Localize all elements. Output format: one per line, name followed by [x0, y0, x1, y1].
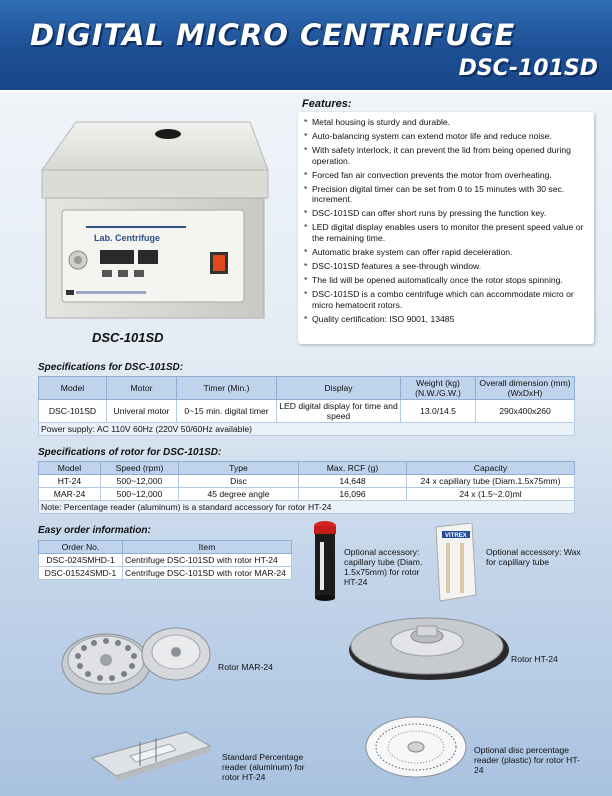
table-cell: DSC-101SD	[39, 400, 107, 423]
table-cell: 16,096	[299, 488, 407, 501]
table-cell: Disc	[179, 475, 299, 488]
feature-item: * LED digital display enables users to monitor the present speed value or the remaining time.	[304, 222, 584, 244]
table-cell: 14,648	[299, 475, 407, 488]
table-header-row	[39, 541, 292, 554]
table-cell: 290x400x260	[476, 400, 575, 423]
feature-item: * Quality certification: ISO 9001, 13485	[304, 313, 455, 324]
table-header: Overall dimension (mm) (WxDxH)	[476, 377, 575, 400]
table-header: Type	[179, 462, 299, 475]
table-cell: 24 x (1.5~2.0)ml	[407, 488, 575, 501]
feature-item: * Auto-balancing system can extend motor life and reduce noise.	[304, 130, 552, 141]
table-cell: MAR-24	[39, 488, 101, 501]
table-header: Speed (rpm)	[101, 462, 179, 475]
table-row	[39, 567, 292, 580]
table-note-row	[39, 423, 575, 436]
table-header: Max. RCF (g)	[299, 462, 407, 475]
feature-item: * DSC-101SD can offer short runs by pressing the function key.	[304, 208, 547, 219]
product-caption: DSC-101SD	[92, 330, 164, 345]
feature-item: * Precision digital timer can be set from 0 to 15 minutes with 30 sec. increment.	[304, 183, 565, 205]
rotor-specs-heading: Specifications of rotor for DSC-101SD:	[38, 447, 222, 458]
table-header-row	[39, 377, 575, 400]
panel-label: Lab. Centrifuge	[94, 233, 161, 243]
plastic-reader-caption: Optional disc percentage reader (plastic) for rotor HT-24	[474, 745, 581, 775]
table-header: Timer (Min.)	[177, 377, 277, 400]
table-cell: 24 x capillary tube (Diam.1.5x75mm)	[407, 475, 575, 488]
order-table	[38, 540, 292, 580]
table-row	[39, 488, 575, 501]
feature-item: * DSC-101SD features a see-through window.	[304, 260, 482, 271]
table-cell: Centrifuge DSC-101SD with rotor MAR-24	[123, 567, 292, 580]
rotor-ht-caption: Rotor HT-24	[511, 654, 558, 664]
table-header: Capacity	[407, 462, 575, 475]
table-cell: 0~15 min. digital timer	[177, 400, 277, 423]
aluminum-reader-image	[90, 722, 212, 782]
features-box	[298, 112, 594, 344]
table-header: Order No.	[39, 541, 123, 554]
feature-item: * DSC-101SD is a combo centrifuge which can accommodate micro or micro hematocrit rotors.	[304, 288, 574, 310]
table-cell: DSC-01524SMD-1	[39, 567, 123, 580]
rotor-ht-image	[343, 604, 511, 686]
table-row	[39, 400, 575, 423]
capillary-tube-caption: Optional accessory: capillary tube (Diam. 1.5x75mm) for rotor HT-24	[344, 547, 423, 587]
table-header: Model	[39, 462, 101, 475]
capillary-tube-image	[312, 520, 338, 602]
feature-item: * Automatic brake system can offer rapid deceleration.	[304, 247, 513, 258]
table-row	[39, 554, 292, 567]
table-cell: LED digital display for time and speed	[277, 400, 401, 423]
feature-item: * With safety interlock, it can prevent the lid from being opened during operation.	[304, 144, 571, 166]
table-cell: Univeral motor	[107, 400, 177, 423]
rotor-specs-table	[38, 461, 575, 514]
features-heading: Features:	[302, 98, 352, 110]
specs-heading: Specifications for DSC-101SD:	[38, 362, 184, 373]
table-header: Motor	[107, 377, 177, 400]
table-header: Weight (kg) (N.W./G.W.)	[401, 377, 476, 400]
order-heading: Easy order information:	[38, 525, 151, 536]
table-cell: 13.0/14.5	[401, 400, 476, 423]
plastic-reader-image	[364, 714, 468, 780]
wax-brand: VITREX	[445, 533, 467, 539]
table-cell: DSC-024SMHD-1	[39, 554, 123, 567]
feature-item: * Forced fan air convection prevents the motor from overheating.	[304, 169, 552, 180]
page-title: DIGITAL MICRO CENTRIFUGE	[30, 18, 516, 52]
table-cell: HT-24	[39, 475, 101, 488]
rotor-note: Note: Percentage reader (aluminum) is a standard accessory for rotor HT-24	[39, 501, 575, 514]
table-row	[39, 475, 575, 488]
aluminum-reader-caption: Standard Percentage reader (aluminum) for rotor HT-24	[222, 752, 305, 782]
table-header-row	[39, 462, 575, 475]
wax-caption: Optional accessory: Wax for capillary tube	[486, 547, 581, 567]
table-header: Display	[277, 377, 401, 400]
rotor-mar-image	[58, 612, 214, 702]
wax-box-image	[432, 523, 478, 603]
table-note-row	[39, 501, 575, 514]
centrifuge-image	[28, 110, 278, 335]
table-cell: 45 degree angle	[179, 488, 299, 501]
header-banner	[0, 0, 612, 92]
feature-item: * The lid will be opened automatically once the rotor stops spinning.	[304, 274, 563, 285]
table-cell: Centrifuge DSC-101SD with rotor HT-24	[123, 554, 292, 567]
table-header: Model	[39, 377, 107, 400]
model-title: DSC-101SD	[458, 56, 598, 81]
table-cell: 500~12,000	[101, 488, 179, 501]
table-header: Item	[123, 541, 292, 554]
feature-item: * Metal housing is sturdy and durable.	[304, 117, 451, 127]
rotor-mar-caption: Rotor MAR-24	[218, 662, 273, 672]
table-cell: 500~12,000	[101, 475, 179, 488]
specs-note: Power supply: AC 110V 60Hz (220V 50/60Hz available)	[39, 423, 575, 436]
specs-table	[38, 376, 575, 436]
